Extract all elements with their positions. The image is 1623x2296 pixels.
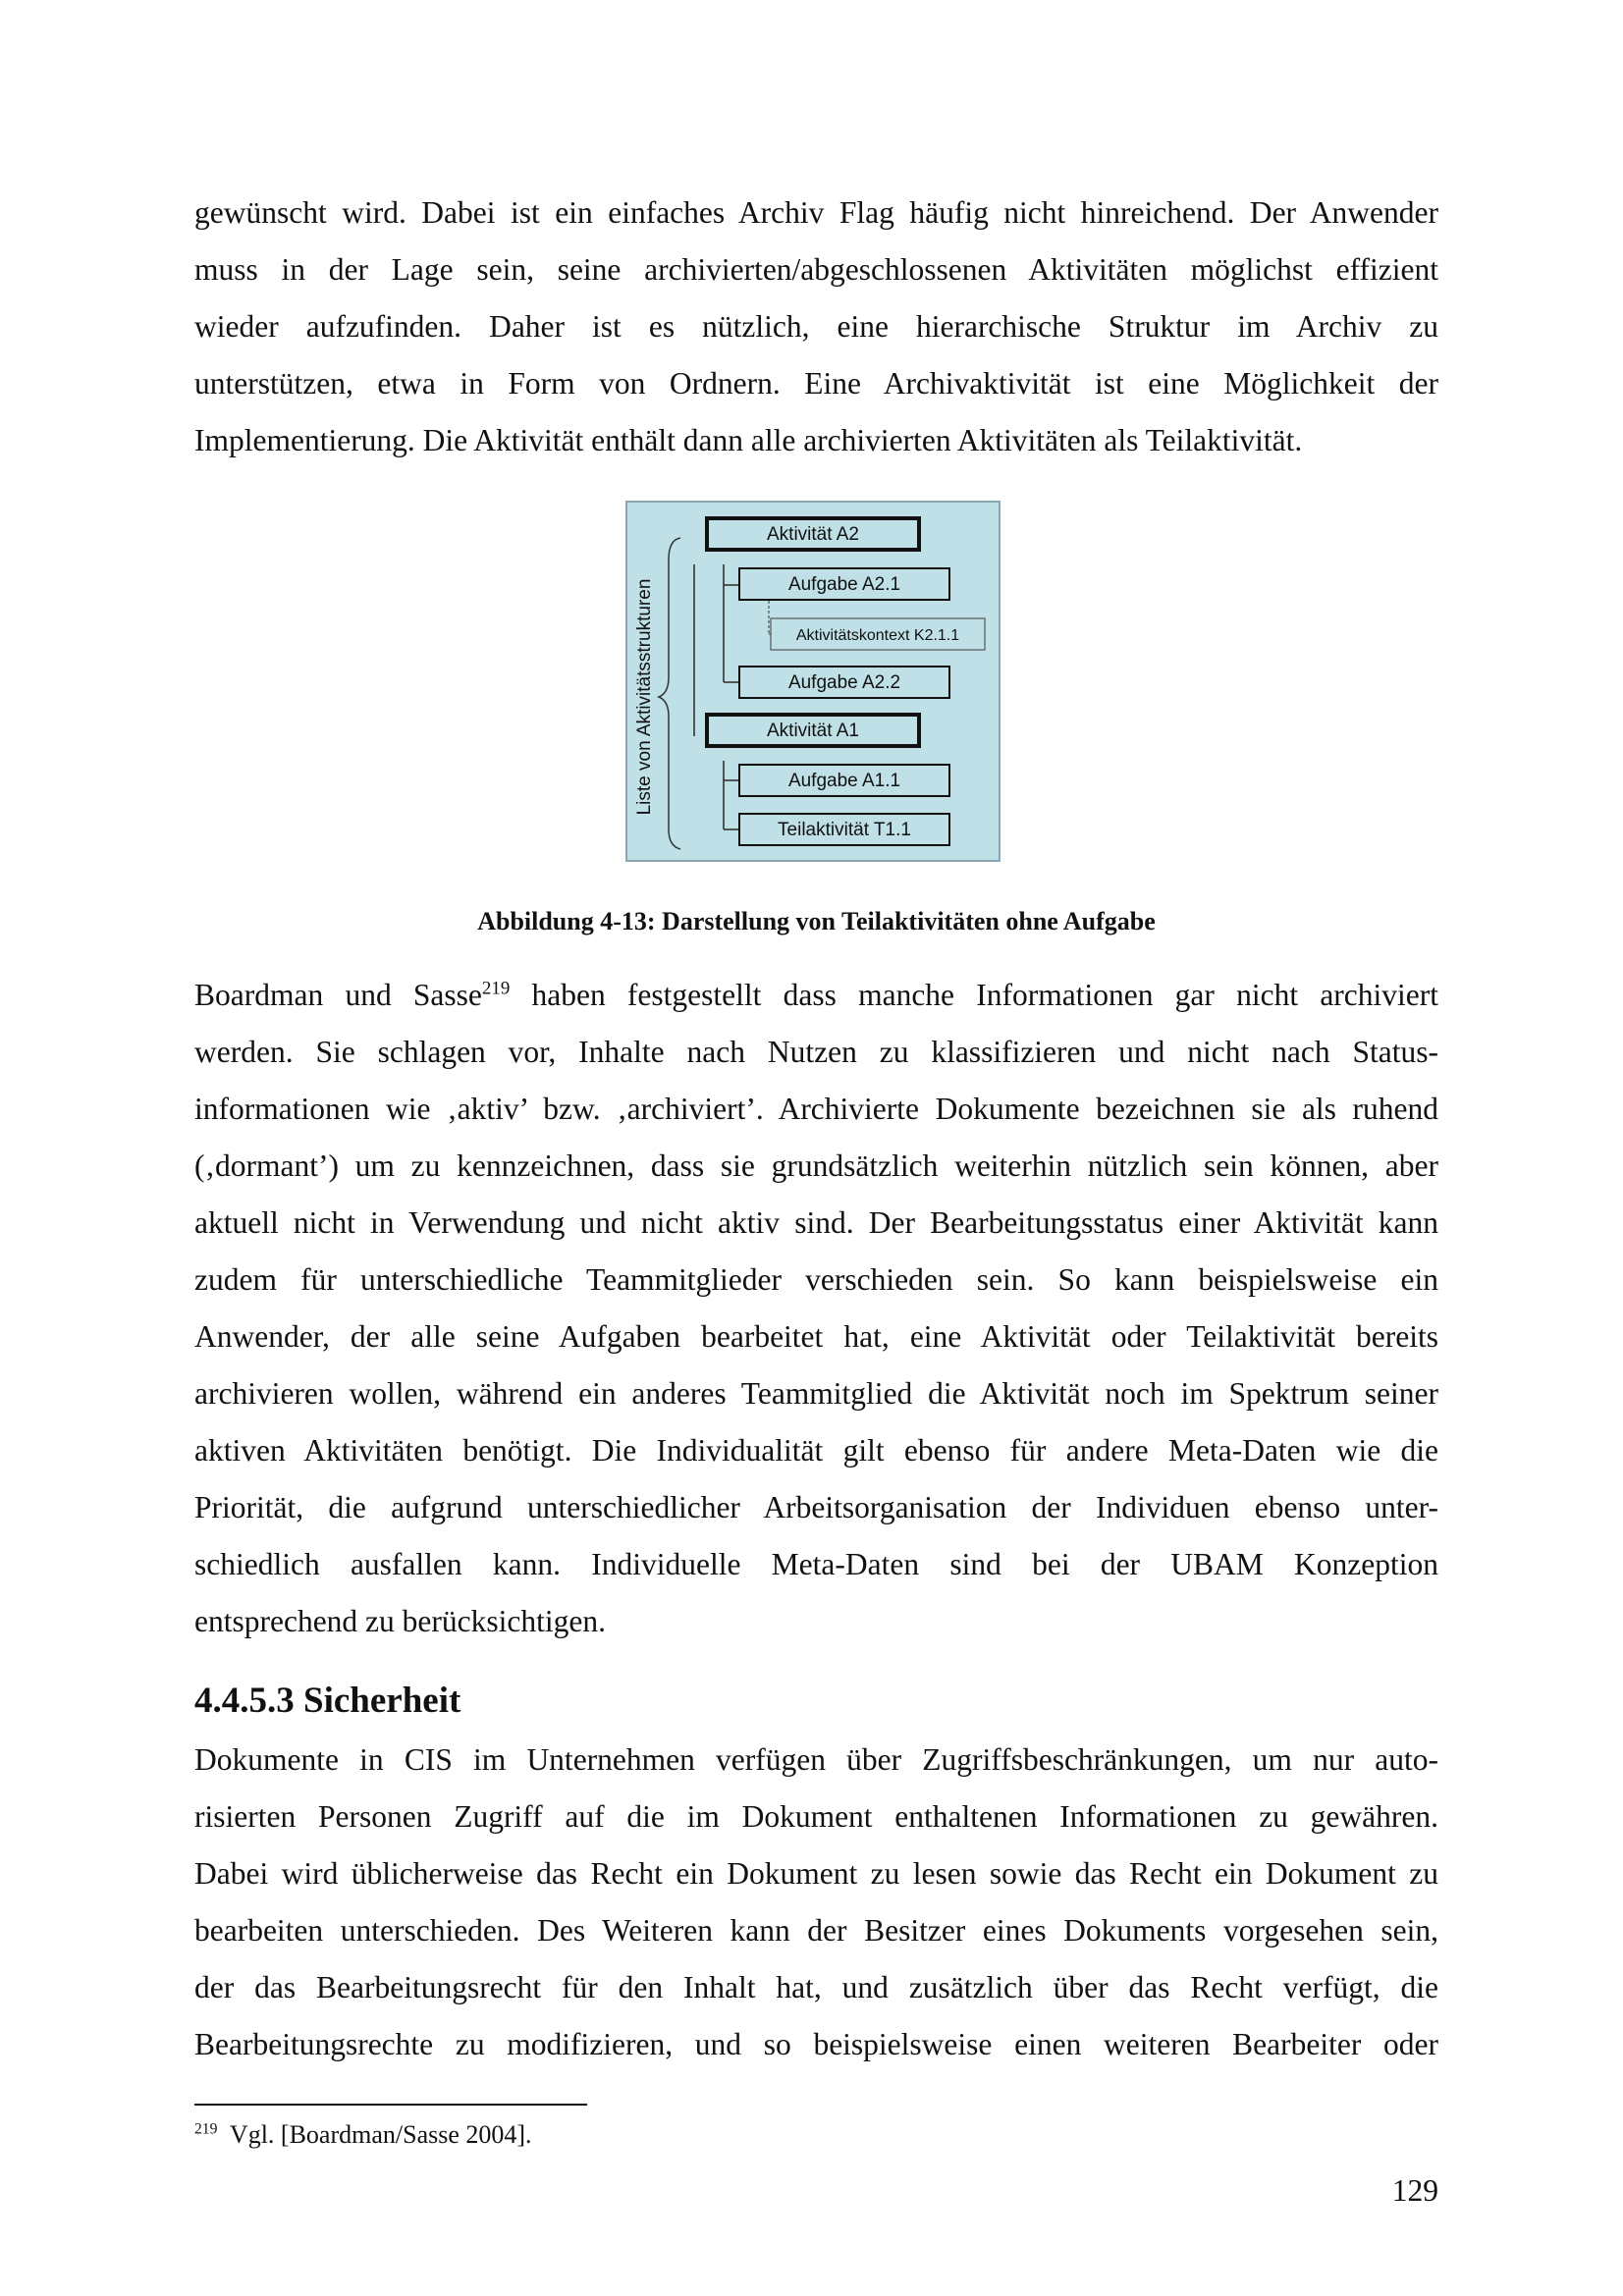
text-line: bearbeiten unterschieden. Des Weiteren kann der Besitzer eines Dokuments vorgesehen sein, (194, 1913, 1438, 1948)
text-line: entsprechend zu berücksichtigen. (194, 1604, 606, 1638)
box-aufgabe-a22-label: Aufgabe A2.2 (787, 672, 901, 693)
footnote-reference: 219 (481, 978, 511, 999)
text-line: zudem für unterschiedliche Teammitglieder verschieden sein. So kann beispielsweise ein (194, 1262, 1438, 1297)
text-fragment: Boardman und Sasse (194, 978, 482, 1012)
text-line: der das Bearbeitungsrecht für den Inhalt hat, und zusätzlich über das Recht verfügt, die (194, 1970, 1438, 2004)
box-aktivitaet-a1-label: Aktivität A1 (767, 721, 859, 741)
text-line: gewünscht wird. Dabei ist ein einfaches Archiv Flag häufig nicht hinreichend. Der Anwender (194, 195, 1438, 230)
footnote-number: 219 (194, 2120, 218, 2138)
text-line: wieder aufzufinden. Daher ist es nützlich, eine hierarchische Struktur im Archiv zu (194, 309, 1438, 344)
text-line: archivieren wollen, während ein anderes Teammitglied die Aktivität noch im Spektrum seiner (194, 1376, 1438, 1411)
footnote (194, 2118, 532, 2152)
section-heading: 4.4.5.3 Sicherheit (194, 1681, 461, 1721)
box-kontext-k211-label: Aktivitätskontext K2.1.1 (795, 627, 960, 644)
text-line: informationen wie ‚aktiv’ bzw. ‚archiviert’. Archivierte Dokumente bezeichnen sie als ruhend (194, 1092, 1438, 1126)
activity-structure-figure (625, 501, 1001, 862)
footnote-separator (194, 2104, 587, 2106)
text-line: aktiven Aktivitäten benötigt. Die Individualität gilt ebenso für andere Meta-Daten wie die (194, 1433, 1438, 1468)
text-line: unterstützen, etwa in Form von Ordnern. Eine Archivaktivität ist eine Möglichkeit der (194, 366, 1438, 400)
text-line: aktuell nicht in Verwendung und nicht aktiv sind. Der Bearbeitungsstatus einer Aktivität kann (194, 1205, 1438, 1240)
text-line: muss in der Lage sein, seine archivierten/abgeschlossenen Aktivitäten möglichst effizient (194, 252, 1438, 287)
text-line (194, 967, 1438, 1024)
box-teilaktivitaet-t11-label: Teilaktivität T1.1 (778, 820, 911, 840)
text-line: Dokumente in CIS im Unternehmen verfügen über Zugriffsbeschränkungen, um nur auto- (194, 1742, 1438, 1777)
paragraph-intro (194, 185, 1438, 469)
text-line: Dabei wird üblicherweise das Recht ein Dokument zu lesen sowie das Recht ein Dokument zu (194, 1856, 1438, 1891)
text-line: Anwender, der alle seine Aufgaben bearbeitet hat, eine Aktivität oder Teilaktivität bereits (194, 1319, 1438, 1354)
text-line: risierten Personen Zugriff auf die im Dokument enthaltenen Informationen zu gewähren. (194, 1799, 1438, 1834)
page-number: 129 (1391, 2173, 1438, 2208)
box-aufgabe-a11-label: Aufgabe A1.1 (787, 771, 901, 791)
box-aufgabe-a21-label: Aufgabe A2.1 (787, 574, 901, 595)
text-line: Implementierung. Die Aktivität enthält dann alle archivierten Aktivitäten als Teilaktivität. (194, 423, 1303, 457)
text-line: (‚dormant’) um zu kennzeichnen, dass sie grundsätzlich weiterhin nützlich sein können, aber (194, 1148, 1438, 1183)
footnote-text: Vgl. [Boardman/Sasse 2004]. (229, 2120, 532, 2149)
text-line: werden. Sie schlagen vor, Inhalte nach Nutzen zu klassifizieren und nicht nach Status- (194, 1035, 1438, 1069)
paragraph-boardman-sasse (194, 967, 1438, 1650)
paragraph-sicherheit (194, 1732, 1438, 2073)
text-line: Bearbeitungsrechte zu modifizieren, und so beispielsweise einen weiteren Bearbeiter oder (194, 2027, 1438, 2061)
text-line: schiedlich ausfallen kann. Individuelle Meta-Daten sind bei der UBAM Konzeption (194, 1547, 1438, 1581)
text-line: Priorität, die aufgrund unterschiedlicher Arbeitsorganisation der Individuen ebenso unter- (194, 1490, 1438, 1524)
box-aktivitaet-a2-label: Aktivität A2 (767, 524, 859, 545)
text-fragment: haben festgestellt dass manche Informationen gar nicht archiviert (510, 978, 1439, 1012)
figure-side-label: Liste von Aktivitätsstrukturen (634, 578, 655, 816)
figure-caption: Abbildung 4-13: Darstellung von Teilaktivitäten ohne Aufgabe (477, 907, 1156, 935)
